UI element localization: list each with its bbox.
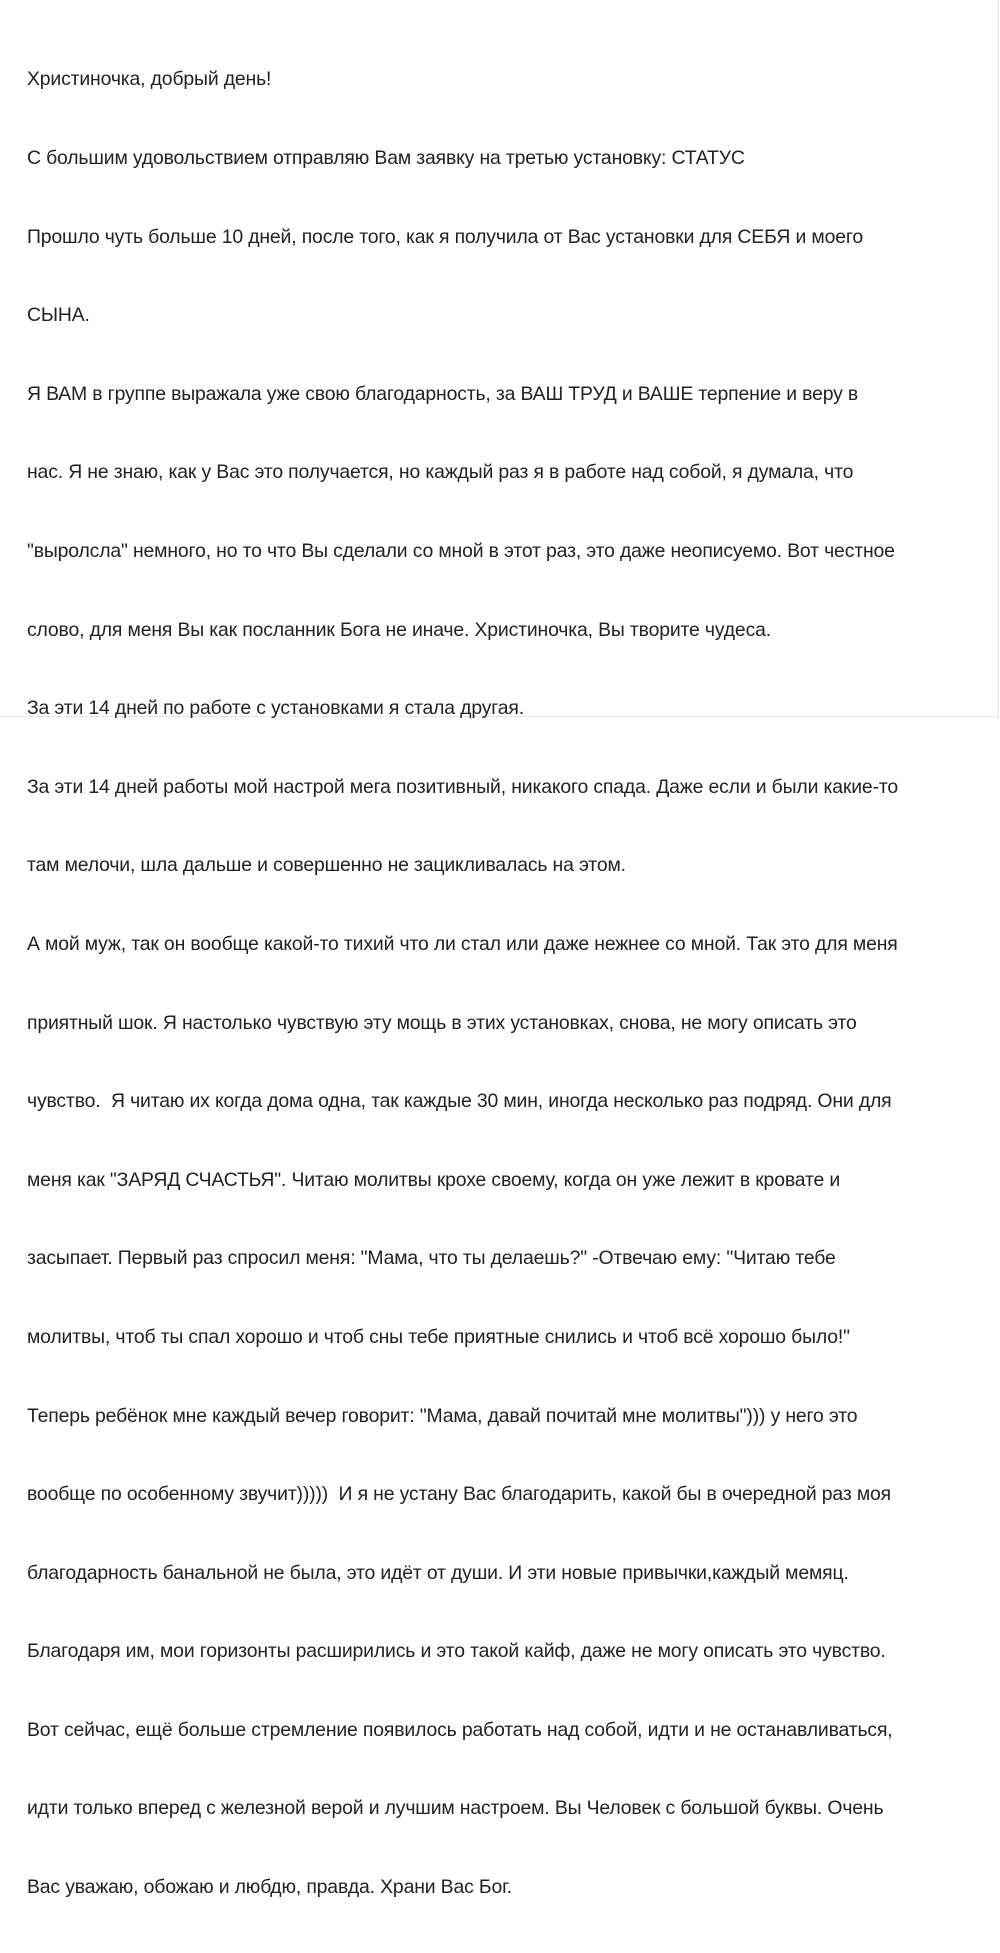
- message-line: Я ВАМ в группе выражала уже свою благодарность, за ВАШ ТРУД и ВАШЕ терпение и веру в: [27, 382, 859, 405]
- message-line: Теперь ребёнок мне каждый вечер говорит: "Мама, давай почитай мне молитвы"))) у него это: [27, 1404, 858, 1427]
- message-line: чувство. Я читаю их когда дома одна, так каждые 30 мин, иногда несколько раз подряд. Они для: [27, 1090, 892, 1113]
- message-line: СЫНА.: [27, 304, 90, 327]
- message-line: С большим удовольствием отправляю Вам заявку на третью установку: СТАТУС: [27, 147, 745, 169]
- message-line: "выролсла" немного, но то что Вы сделали со мной в этот раз, это даже неописуемо. Вот честное: [27, 539, 895, 562]
- message-line: нас. Я не знаю, как у Вас это получается, но каждый раз я в работе над собой, я думала, что: [27, 461, 854, 484]
- message-line: Вот сейчас, ещё больше стремление появилось работать над собой, идти и не останавливаться,: [27, 1718, 893, 1741]
- message-line: засыпает. Первый раз спросил меня: "Мама, что ты делаешь?" -Отвечаю ему: "Читаю тебе: [27, 1247, 836, 1270]
- message-line: приятный шок. Я настолько чувствую эту мощь в этих установках, снова, не могу описать это: [27, 1011, 857, 1034]
- message-line: За эти 14 дней работы мой настрой мега позитивный, никакого спада. Даже если и были какие-то: [27, 775, 899, 798]
- message-line: Христиночка, добрый день!: [27, 68, 272, 91]
- message-line: слово, для меня Вы как посланник Бога не иначе. Христиночка, Вы творите чудеса.: [27, 618, 771, 641]
- message-line: Благодаря им, мои горизонты расширились и это такой кайф, даже не могу описать это чувство.: [27, 1640, 886, 1663]
- message-line: вообще по особенному звучит))))) И я не устану Вас благодарить, какой бы в очередной раз моя: [27, 1483, 891, 1506]
- message-line: меня как "ЗАРЯД СЧАСТЬЯ". Читаю молитвы крохе своему, когда он уже лежит в кровате и: [27, 1168, 841, 1191]
- message-line: молитвы, чтоб ты спал хорошо и чтоб сны тебе приятные снились и чтоб всё хорошо было!": [27, 1325, 850, 1348]
- message-text: [27, 14, 993, 1953]
- message-line: Вас уважаю, обожаю и любдю, правда. Храни Вас Бог.: [27, 1876, 512, 1899]
- message-line: А мой муж, так он вообще какой-то тихий что ли стал или даже нежнее со мной. Так это для меня: [27, 932, 898, 955]
- message-line: там мелочи, шла дальше и совершенно не зацикливалась на этом.: [27, 854, 626, 877]
- message-line: За эти 14 дней по работе с установками я стала другая.: [27, 697, 525, 720]
- message-line: идти только вперед с железной верой и лучшим настроем. Вы Человек с большой буквы. Очень: [27, 1797, 884, 1820]
- message-line: Прошло чуть больше 10 дней, после того, как я получила от Вас установки для СЕБЯ и моего: [27, 225, 864, 248]
- message-line: благодарность банальной не была, это идёт от души. И эти новые привычки,каждый мемяц.: [27, 1561, 849, 1584]
